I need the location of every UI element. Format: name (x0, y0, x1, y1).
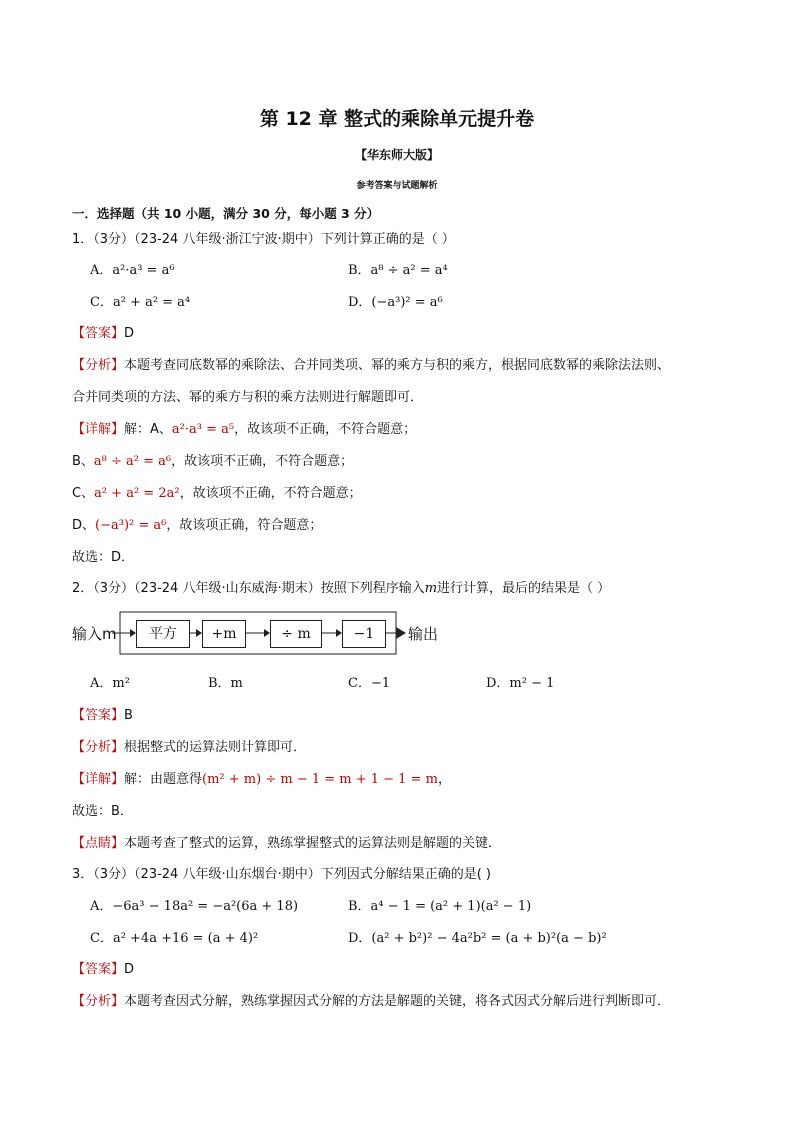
detail-math: (m² + m) ÷ m − 1 = m + 1 − 1 = m (202, 772, 438, 787)
q1-option-c: C．a² + a² = a⁴ (90, 295, 191, 310)
flow-output-label: 输出 (408, 625, 439, 643)
detail-suffix: ，故该项正确，符合题意； (166, 518, 323, 533)
q1-answer (72, 325, 134, 343)
q2-option-a: A．m² (90, 676, 130, 691)
q2-comment (72, 835, 501, 853)
flow-step-divide: ÷ m (270, 620, 322, 648)
subtitle: 参考答案与试题解析 (356, 181, 438, 191)
detail-math: (−a³)² = a⁶ (95, 518, 167, 533)
q3-option-a: A．−6a³ − 18a² = −a²(6a + 18) (90, 899, 299, 914)
q2-option-b: B．m (208, 676, 243, 691)
edition-label: 【华东师大版】 (354, 148, 439, 162)
program-flowchart (72, 610, 452, 658)
answer-value: B (124, 708, 133, 723)
q2-option-d: D．m² − 1 (486, 676, 555, 691)
q1-analysis-line2: 合并同类项的方法、幂的乘方与积的乘方法则进行解题即可． (72, 390, 424, 405)
comment-tag: 【点睛】 (72, 836, 125, 851)
q2-stem-var: m (424, 581, 438, 596)
q1-detail-a (72, 421, 416, 439)
q2-option-c: C．−1 (348, 676, 391, 691)
detail-prefix: C、 (72, 486, 95, 501)
q3-option-d: D．(a² + b²)² − 4a²b² = (a + b)²(a − b)² (348, 931, 607, 946)
q1-detail-d (72, 517, 322, 535)
detail-suffix: ， (437, 772, 451, 787)
q2-detail (72, 771, 451, 789)
q2-stem-suffix: 进行计算，最后的结果是（ ） (437, 581, 611, 596)
q2-analysis (72, 739, 306, 757)
detail-suffix: ，故该项不正确，不符合题意； (234, 422, 417, 437)
arrow-head-icon (396, 627, 406, 639)
detail-tag: 【详解】 (72, 772, 125, 787)
flow-step-add: +m (202, 620, 246, 648)
page-title: 第 12 章 整式的乘除单元提升卷 (259, 108, 535, 130)
answer-value: D (124, 962, 135, 977)
analysis-text: 根据整式的运算法则计算即可． (124, 740, 307, 755)
detail-suffix: ，故该项不正确，不符合题意； (179, 486, 362, 501)
flow-step-square: 平方 (136, 620, 190, 648)
analysis-text: 本题考查同底数幂的乘除法、合并同类项、幂的乘方与积的乘方，根据同底数幂的乘除法法则、 (124, 358, 671, 373)
detail-prefix: 解：A、 (124, 422, 172, 437)
q3-option-c: C．a² +4a +16 = (a + 4)² (90, 931, 259, 946)
q2-conclusion: 故选：B． (72, 804, 133, 819)
q1-detail-c (72, 485, 362, 503)
answer-tag: 【答案】 (72, 962, 125, 977)
detail-math: a² + a² = 2a² (94, 486, 180, 501)
answer-tag: 【答案】 (72, 326, 125, 341)
q3-answer (72, 961, 134, 979)
detail-math: a²·a³ = a⁵ (171, 422, 235, 437)
q2-stem-prefix: 2．（3分）（23-24 八年级·山东威海·期末）按照下列程序输入 (72, 581, 425, 596)
detail-prefix: D、 (72, 518, 96, 533)
q1-stem: 1．（3分）（23-24 八年级·浙江宁波·期中）下列计算正确的是（ ） (72, 232, 455, 247)
q3-analysis (72, 993, 670, 1011)
q3-stem: 3．（3分）（23-24 八年级·山东烟台·期中）下列因式分解结果正确的是( ) (72, 867, 491, 882)
analysis-tag: 【分析】 (72, 740, 125, 755)
detail-math: a⁸ ÷ a² = a⁶ (93, 454, 172, 469)
q1-option-d: D．(−a³)² = a⁶ (348, 295, 443, 310)
q1-detail-b (72, 453, 353, 471)
flowchart-arrows (72, 610, 452, 658)
detail-tag: 【详解】 (72, 422, 125, 437)
q1-conclusion: 故选：D． (72, 550, 135, 565)
q1-analysis-line1 (72, 357, 670, 375)
comment-text: 本题考查了整式的运算，熟练掌握整式的运算法则是解题的关键． (124, 836, 502, 851)
flow-step-subtract: −1 (342, 620, 386, 648)
q3-option-b: B．a⁴ − 1 = (a² + 1)(a² − 1) (348, 899, 532, 914)
analysis-tag: 【分析】 (72, 358, 125, 373)
section-heading: 一．选择题（共 10 小题，满分 30 分，每小题 3 分） (72, 206, 380, 221)
answer-tag: 【答案】 (72, 708, 125, 723)
flow-input-label: 输入m (72, 625, 117, 643)
answer-value: D (124, 326, 135, 341)
q2-answer (72, 707, 133, 725)
detail-prefix: B、 (72, 454, 94, 469)
detail-prefix: 解：由题意得 (124, 772, 203, 787)
q2-stem (72, 580, 610, 598)
analysis-tag: 【分析】 (72, 994, 125, 1009)
q1-option-a: A．a²·a³ = a⁶ (90, 263, 175, 278)
q1-option-b: B．a⁸ ÷ a² = a⁴ (348, 263, 448, 278)
detail-suffix: ，故该项不正确，不符合题意； (171, 454, 354, 469)
analysis-text: 本题考查因式分解，熟练掌握因式分解的方法是解题的关键，将各式因式分解后进行判断即可． (124, 994, 671, 1009)
